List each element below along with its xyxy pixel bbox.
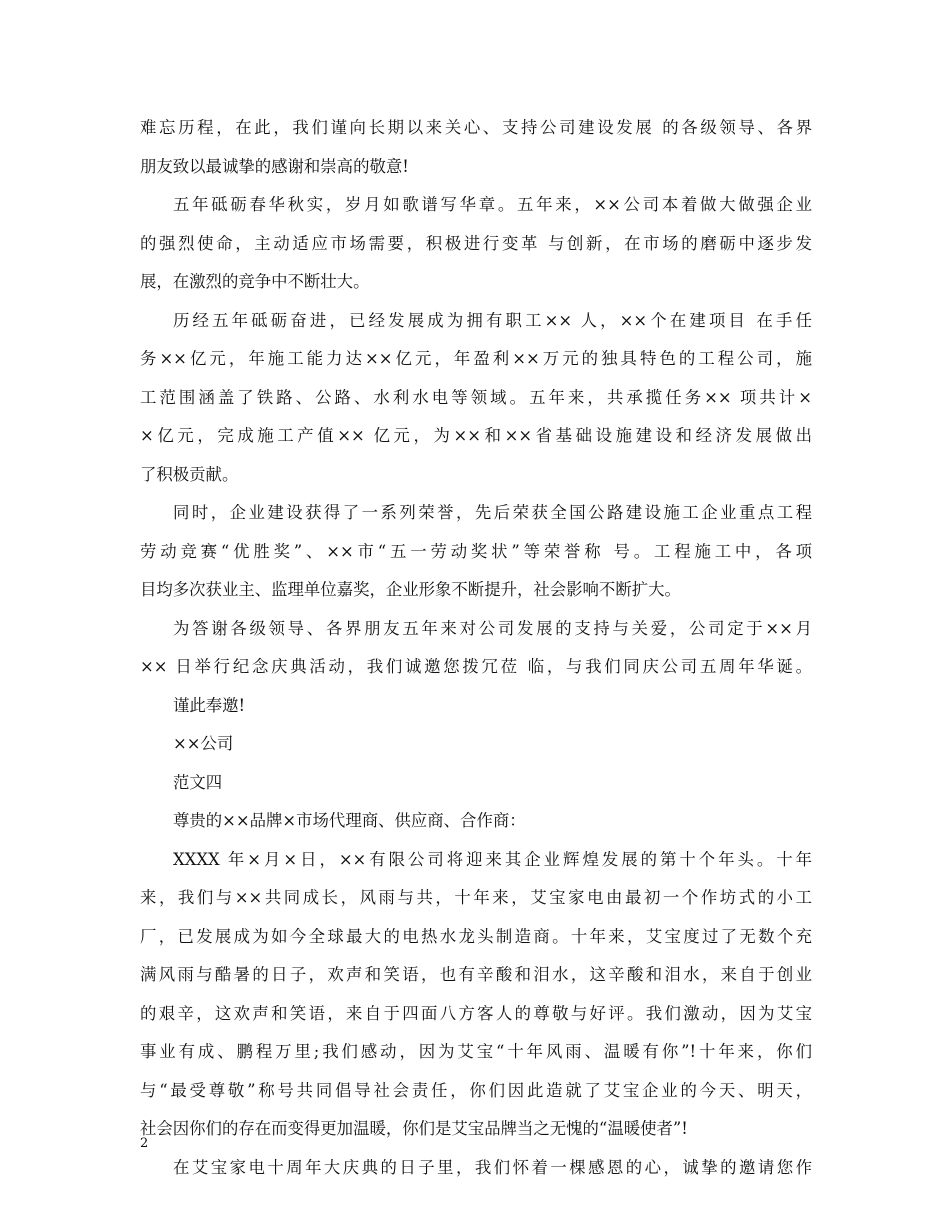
text-line: 朋友致以最诚挚的感谢和崇高的敬意! bbox=[140, 156, 409, 176]
text-line: 谨此奉邀! bbox=[173, 695, 246, 715]
text-line: ×亿元，完成施工产值×× 亿元，为××和××省基础设施建设和经济发展做出 bbox=[140, 426, 812, 445]
text-line: 展，在激烈的竞争中不断壮大。 bbox=[140, 272, 370, 291]
text-line: 了积极贡献。 bbox=[140, 464, 239, 484]
text-line: 目均多次获业主、监理单位嘉奖，企业形象不断提升，社会影响不断扩大。 bbox=[140, 580, 681, 599]
text-line: 历经五年砥砺奋进，已经发展成为拥有职工×× 人，××个在建项目 在手任 bbox=[173, 310, 812, 330]
text-line: 尊贵的××品牌×市场代理商、供应商、合作商： bbox=[173, 811, 526, 830]
text-line: 在艾宝家电十周年大庆典的日子里，我们怀着一棵感恩的心，诚挚的邀请您作 bbox=[173, 1157, 812, 1177]
page-number: 2 bbox=[140, 1136, 149, 1151]
text-line: ×× 日举行纪念庆典活动，我们诚邀您拨冗莅 临，与我们同庆公司五周年华诞。 bbox=[140, 657, 812, 676]
text-line: 劳动竞赛“优胜奖”、××市“五一劳动奖状”等荣誉称 号。工程施工中，各项 bbox=[140, 541, 812, 561]
text-line: 务××亿元，年施工能力达××亿元，年盈利××万元的独具特色的工程公司，施 bbox=[140, 349, 812, 368]
text-line: 的强烈使命，主动适应市场需要，积极进行变革 与创新，在市场的磨砺中逐步发 bbox=[140, 233, 812, 253]
text-line: 事业有成、鹏程万里;我们感动，因为艾宝“十年风雨、温暖有你”!十年来，你们 bbox=[140, 1042, 812, 1061]
text-line: 社会因你们的存在而变得更加温暖，你们是艾宝品牌当之无愧的“温暖使者”! bbox=[140, 1119, 688, 1138]
text-line: 厂，已发展成为如今全球最大的电热水龙头制造商。十年来，艾宝度过了无数个充 bbox=[140, 926, 812, 946]
text-line: 五年砥砺春华秋实，岁月如歌谱写华章。五年来，××公司本着做大做强企业 bbox=[173, 195, 812, 214]
text-line: 工范围涵盖了铁路、公路、水利水电等领域。五年来，共承揽任务×× 项共计× bbox=[140, 387, 812, 407]
text-line: 的艰辛，这欢声和笑语，来自于四面八方客人的尊敬与好评。我们激动，因为艾宝 bbox=[140, 1003, 812, 1023]
text-line: XXXX 年×月×日，××有限公司将迎来其企业辉煌发展的第十个年头。十年 bbox=[173, 849, 812, 869]
text-line: 为答谢各级领导、各界朋友五年来对公司发展的支持与关爱，公司定于××月 bbox=[173, 618, 812, 638]
text-line: ××公司 bbox=[173, 734, 234, 753]
text-line: 同时，企业建设获得了一系列荣誉，先后荣获全国公路建设施工企业重点工程 bbox=[173, 503, 812, 522]
text-line: 与“最受尊敬”称号共同倡导社会责任，你们因此造就了艾宝企业的今天、明天， bbox=[140, 1080, 812, 1100]
text-line: 范文四 bbox=[173, 772, 223, 792]
document-body bbox=[140, 109, 812, 1187]
text-line: 满风雨与酷暑的日子，欢声和笑语，也有辛酸和泪水，这辛酸和泪水，来自于创业 bbox=[140, 965, 812, 984]
text-line: 来，我们与××共同成长，风雨与共，十年来，艾宝家电由最初一个作坊式的小工 bbox=[140, 888, 812, 907]
text-line: 难忘历程，在此，我们谨向长期以来关心、支持公司建设发展 的各级领导、各界 bbox=[140, 118, 812, 137]
